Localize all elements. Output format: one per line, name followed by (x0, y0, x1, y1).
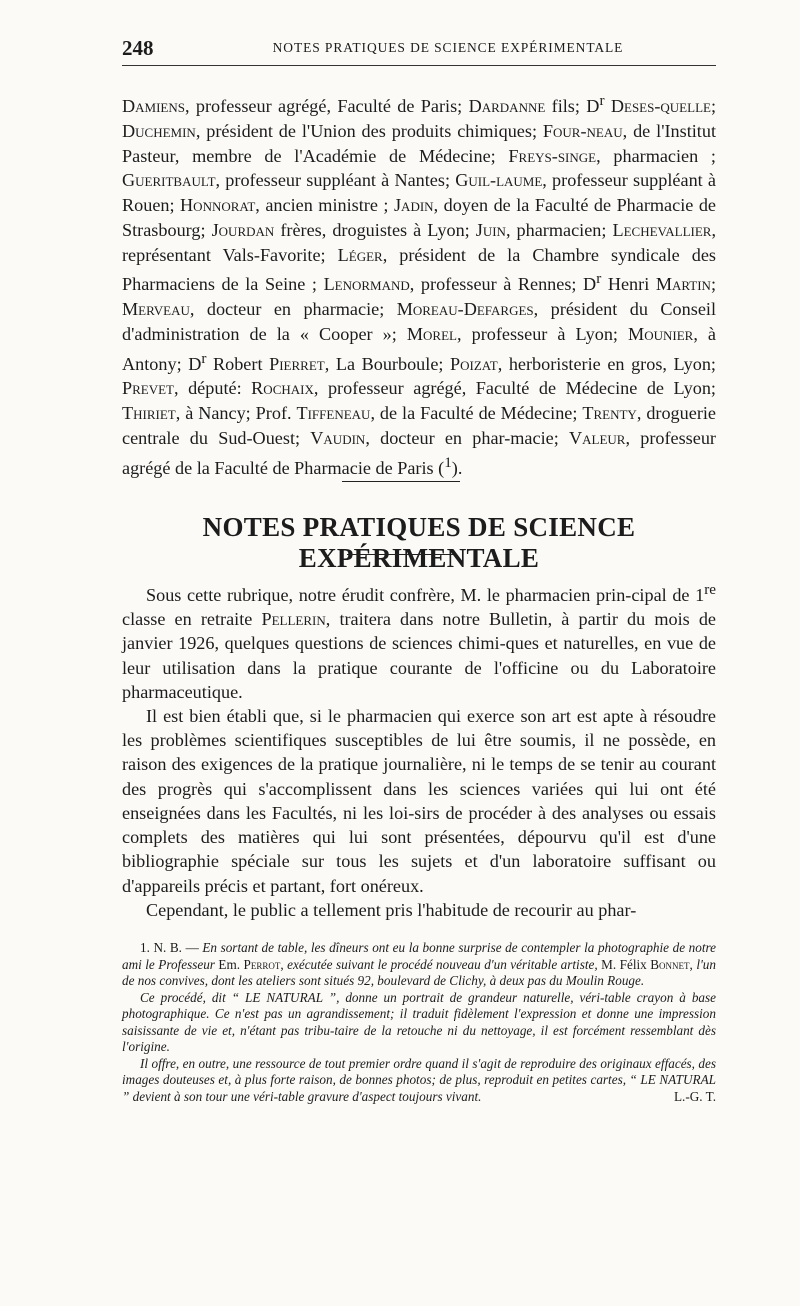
name-text: Martin (655, 274, 711, 295)
text-run: l'un de nos convives, dont les ateliers sont situés 92, boulevard de Clichy, à deux pas du Moulin Rouge. (122, 956, 716, 988)
text-run: , professeur suppléant à Nantes; (215, 170, 456, 191)
name-text: Freys-singe (508, 145, 597, 166)
text-run: Sous cette rubrique, notre érudit confrère, M. le pharmacien prin-cipal de 1 (146, 585, 705, 606)
name-text: Merveau (122, 299, 190, 320)
running-header (122, 36, 716, 62)
text-run: , président de la Chambre syndicale des Pharmaciens de la Seine ; (122, 244, 716, 295)
name-text: Pellerin (261, 609, 326, 630)
name-text: Dardanne (468, 96, 546, 117)
name-text: Duchemin (122, 120, 196, 141)
text-run: , de la Faculté de Médecine; (370, 403, 583, 424)
text-run: ). (451, 457, 463, 478)
text-run: , traitera dans notre Bulletin, à partir du mois de janvier 1926, quelques questions de sciences chimi-ques et naturelles, en vue de leur utilisation dans la pratique courante de l'officine ou du Laboratoire pharmaceutique. (122, 609, 717, 702)
footnote (122, 990, 716, 1056)
text-run: , pharmacien ; (596, 145, 716, 166)
body-paragraph (122, 704, 716, 898)
text-run: , docteur en pharmacie; (189, 299, 397, 320)
name-text: Honnorat (180, 195, 256, 216)
text-run: frères, droguistes à Lyon; (274, 219, 476, 240)
text-run: r (201, 349, 207, 367)
name-text: Bonnet (650, 956, 690, 972)
name-text: Jadin (393, 195, 434, 216)
text-run: , doyen de la Faculté de Pharmacie de Strasbourg; (122, 195, 716, 240)
footnote (122, 940, 716, 990)
name-text: Lechevallier (612, 219, 712, 240)
text-run: re (704, 581, 716, 598)
text-run: M. Félix (597, 956, 651, 972)
text-run: 1. N. B. — (140, 940, 203, 955)
text-run: , professeur agrégé de la Faculté de Pharmacie de Paris ( (122, 427, 716, 478)
text-run: classe en retraite (122, 609, 262, 630)
running-title: NOTES PRATIQUES DE SCIENCE EXPÉRIMENTALE (272, 40, 624, 55)
text-run: 1 (444, 453, 452, 471)
text-run: exécutée suivant le procédé nouveau d'un véritable artiste, (287, 956, 598, 972)
name-text: Prevet (122, 378, 174, 399)
text-run: , président de l'Union des produits chimiques; (195, 120, 543, 141)
name-text: Perrot (243, 956, 281, 972)
name-text: Vaudin (310, 427, 366, 448)
text-run: , professeur agrégé, Faculté de Paris; (184, 96, 469, 117)
name-text: Pierret (269, 353, 325, 374)
name-text: Morel (406, 323, 457, 344)
text-run: , herboristerie en gros, Lyon; (497, 353, 716, 374)
name-text: Lenormand (323, 274, 410, 295)
text-run: , à Antony; D (122, 323, 717, 374)
text-run: Em. (214, 956, 244, 972)
text-run: ; (710, 274, 716, 295)
body-paragraph (122, 898, 716, 922)
name-text: Deses-quelle (610, 96, 711, 117)
name-text: Four-neau (542, 120, 623, 141)
text-run: Henri (601, 274, 656, 295)
text-run: , La Bourboule; (324, 353, 451, 374)
name-text: Juin (475, 219, 506, 240)
footnote (122, 1056, 716, 1106)
text-run: , (280, 956, 288, 972)
text-run: r (599, 92, 605, 109)
text-run: , professeur à Rennes; D (409, 274, 597, 295)
text-run: , à Nancy; Prof. (175, 403, 297, 424)
name-text: Thiriet (122, 403, 176, 424)
text-run: r (596, 270, 602, 288)
text-run: , (689, 956, 697, 972)
name-text: Jourdan (211, 219, 275, 240)
text-run: Robert (206, 353, 270, 374)
name-text: Mounier (628, 323, 694, 344)
text-run: , professeur suppléant à Rouen; (122, 170, 716, 216)
text-run: , représentant Vals-Favorite; (122, 219, 717, 265)
text-run: , professeur à Lyon; (457, 323, 629, 344)
name-text: Léger (337, 244, 383, 265)
text-run: Il est bien établi que, si le pharmacien qui exerce son art est apte à résoudre les problèmes scientifiques susceptibles de lui être soumis, il ne possède, en raison des exigences de la pratique journalière, ni le temps de se tenir au courant des progrès qui s'accomplissent dans les sciences variées qui lui ont été enseignées dans les Facultés, ni les loi-sirs de procéder à des analyses ou essais complets des matières qui lui sont présentées, dépourvu qu'il est d'une bibliographie spéciale sur tous les sujets et d'un laboratoire suffisant ou d'appareils précis et partant, fort onéreux. (122, 706, 716, 896)
section-title: NOTES PRATIQUES DE SCIENCE EXPÉRIMENTALE (202, 512, 636, 573)
text-run: , président du Conseil d'administration de la « Cooper »; (122, 299, 716, 344)
name-text: Moreau-Defarges (396, 299, 534, 320)
name-text: Rochaix (251, 378, 314, 399)
text-run: Cependant, le public a tellement pris l'habitude de recourir au phar- (146, 899, 637, 920)
text-run: En sortant de table, les dîneurs ont eu la bonne surprise de contempler la photographie de notre ami le Professeur (122, 940, 716, 972)
list-paragraph (122, 89, 716, 481)
text-run: , docteur en phar-macie; (365, 427, 569, 448)
text-run: , droguerie centrale du Sud-Ouest; (122, 403, 717, 448)
text-run: Il offre, en outre, une ressource de tout premier ordre quand il s'agit de reproduire des originaux effacés, des images douteuses et, à plus forte raison, de bonnes photos; de plus, reproduit en petites cartes, “ LE NATURAL ” devient à son tour une véri-table gravure d'aspect toujours vivant. (122, 1055, 716, 1104)
footnotes (122, 940, 716, 1105)
title-underline-rule (347, 554, 453, 555)
name-text: Gueritbault (122, 170, 216, 191)
text-run: , pharmacien; (505, 219, 613, 240)
text-run: fils; D (545, 96, 600, 117)
body-text (122, 578, 716, 922)
text-run: Ce procédé, dit “ LE NATURAL ”, donne un portrait de grandeur naturelle, véri-table crayon à base photographique. Ce n'est pas un agrandissement; il traduit fidèlement l'expression et donne une impression saisissante de vie et, n'étant pas tribu-taire de la retouche ni du nettoyage, il est forcément ressemblant dès l'origine. (122, 989, 716, 1054)
text-run: , député: (174, 378, 252, 399)
page-number: 248 (122, 36, 154, 60)
name-text: Damiens (122, 96, 185, 117)
text-run: , professeur agrégé, Faculté de Médecine de Lyon; (313, 378, 716, 399)
header-rule (122, 65, 716, 66)
text-run: , ancien ministre ; (255, 195, 394, 216)
name-text: Poizat (450, 353, 498, 374)
name-text: Valeur (568, 427, 626, 448)
name-text: Guil-laume (455, 170, 543, 191)
name-text: Tiffeneau (296, 403, 371, 424)
text-run: ; (710, 96, 717, 117)
signature: L.-G. T. (674, 1088, 716, 1104)
body-paragraph (122, 578, 716, 704)
separator-rule (342, 481, 460, 482)
name-text: Trenty (582, 403, 637, 424)
text-run: , de l'Institut Pasteur, membre de l'Académie de Médecine; (122, 120, 716, 166)
